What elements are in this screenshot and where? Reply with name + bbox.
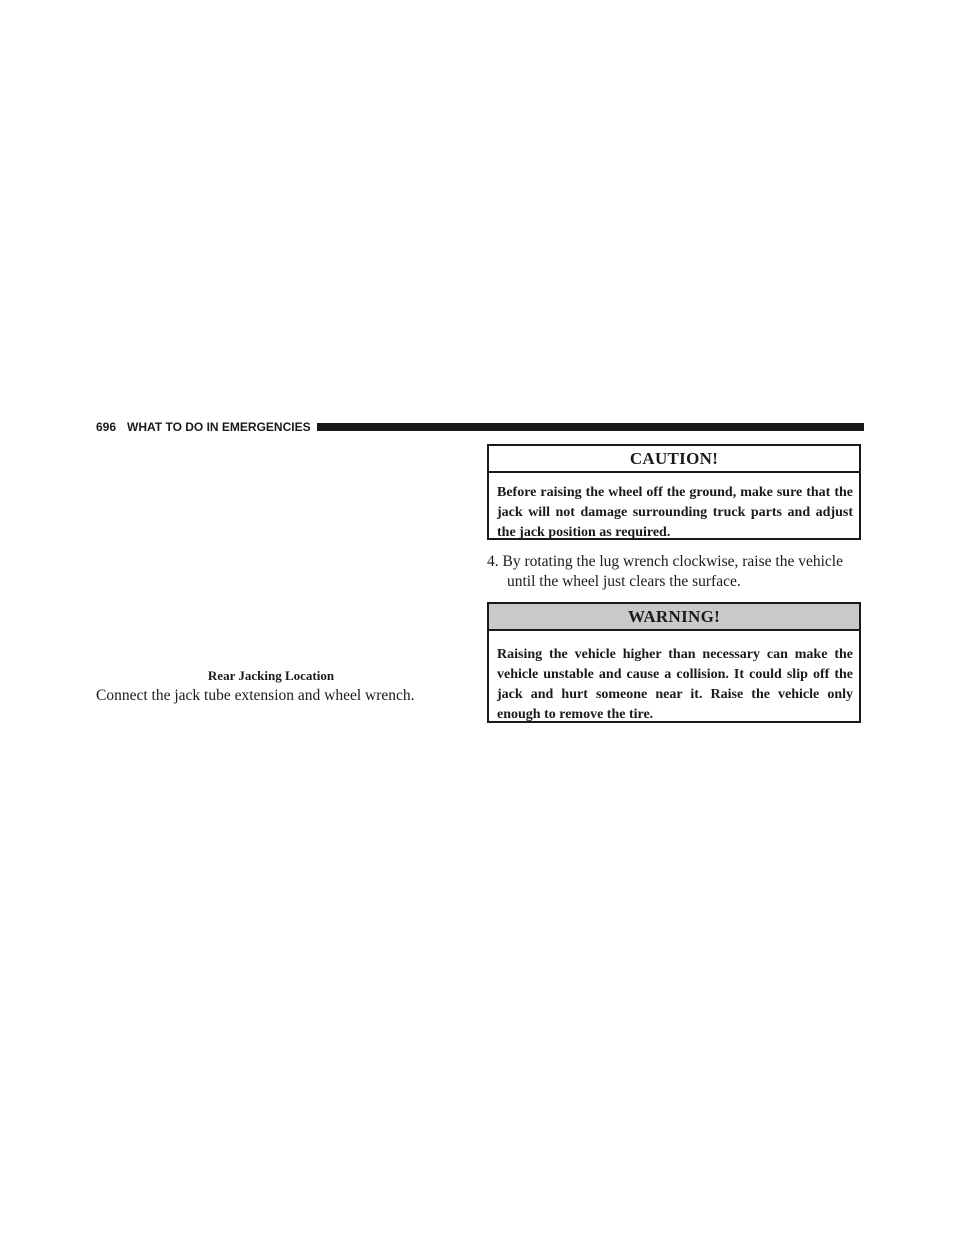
- caution-title: CAUTION!: [489, 446, 859, 473]
- step-4-line-1: 4. By rotating the lug wrench clockwise, raise the vehicle: [487, 553, 843, 570]
- caution-box: [487, 444, 861, 540]
- step-4-line-2: until the wheel just clears the surface.: [507, 573, 741, 590]
- warning-text: Raising the vehicle higher than necessary can make the vehicle unstable and cause a collision. It could slip off the jack and hurt someone near it. Raise the vehicle only enough to remove the tire.: [497, 647, 853, 722]
- figure-caption: Rear Jacking Location: [207, 668, 335, 683]
- body-paragraph: Connect the jack tube extension and wheel wrench.: [96, 687, 415, 704]
- step-4: [487, 552, 867, 592]
- header-rule: [317, 423, 864, 431]
- warning-title: WARNING!: [489, 604, 859, 631]
- caution-text: Before raising the wheel off the ground, make sure that the jack will not damage surrounding truck parts and adjust the jack position as required.: [497, 485, 853, 540]
- section-title: WHAT TO DO IN EMERGENCIES: [127, 420, 311, 434]
- running-header: [96, 420, 864, 434]
- figure-image-area: [96, 440, 446, 662]
- warning-box: [487, 602, 861, 723]
- page-number: 696: [96, 420, 117, 434]
